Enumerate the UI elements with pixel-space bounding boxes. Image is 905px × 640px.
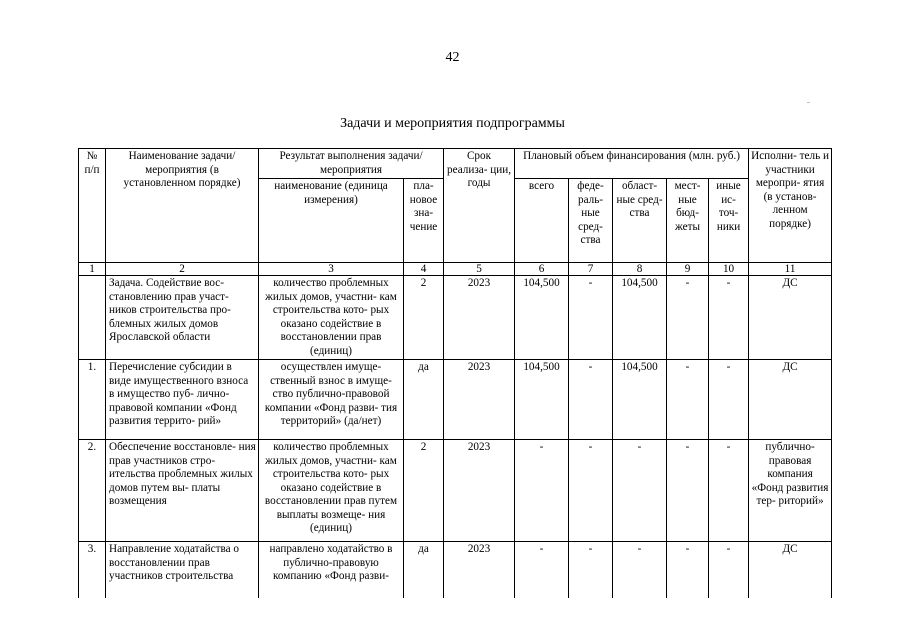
header-task-name: Наименование задачи/мероприятия (в установленном порядке) (106, 149, 259, 263)
row-funding-federal: - (569, 360, 613, 440)
table-row (79, 360, 832, 440)
row-executor: ДС (749, 360, 832, 440)
table-row (79, 276, 832, 360)
row-funding-total: 104,500 (515, 360, 569, 440)
row-funding-regional: 104,500 (613, 276, 667, 360)
row-task-name: Обеспечение восстановле- ния прав участников стро- ительства проблемных жилых домов путем вы- платы возмещения (106, 440, 259, 542)
column-number: 7 (569, 263, 613, 276)
row-year: 2023 (444, 542, 515, 622)
column-number: 5 (444, 263, 515, 276)
header-funding-federal: феде- раль- ные сред- ства (569, 179, 613, 263)
table-row (79, 440, 832, 542)
row-funding-other: - (709, 360, 749, 440)
column-number: 10 (709, 263, 749, 276)
row-executor: ДС (749, 542, 832, 622)
row-planned-value: да (404, 360, 444, 440)
row-year: 2023 (444, 276, 515, 360)
row-planned-value: 2 (404, 440, 444, 542)
subprogram-table (78, 148, 832, 622)
row-funding-federal: - (569, 276, 613, 360)
row-funding-other: - (709, 276, 749, 360)
row-executor: ДС (749, 276, 832, 360)
row-result-name: осуществлен имуще- ственный взнос в имуще- ство публично-правовой компании «Фонд разви- тия территорий» (да/нет) (259, 360, 404, 440)
row-funding-other: - (709, 440, 749, 542)
row-task-name: Направление ходатайства о восстановлении прав участников строительства (106, 542, 259, 622)
row-funding-regional: 104,500 (613, 360, 667, 440)
row-funding-federal: - (569, 542, 613, 622)
row-funding-regional: - (613, 440, 667, 542)
row-funding-total: 104,500 (515, 276, 569, 360)
column-number: 1 (79, 263, 106, 276)
header-executor: Исполни- тель и участники меропри- ятия (в установ- ленном порядке) (749, 149, 832, 263)
row-funding-total: - (515, 542, 569, 622)
header-funding-other: иные ис- точ- ники (709, 179, 749, 263)
row-funding-local: - (667, 276, 709, 360)
row-planned-value: да (404, 542, 444, 622)
row-result-name: направлено ходатайство в публично-правовую компанию «Фонд разви- (259, 542, 404, 622)
row-number (79, 276, 106, 360)
header-result-value: пла- новое зна- чение (404, 179, 444, 263)
row-number: 1. (79, 360, 106, 440)
header-number: № п/п (79, 149, 106, 263)
row-result-name: количество проблемных жилых домов, участни- кам строительства кото- рых оказано содействие в восстановлении прав (единиц) (259, 276, 404, 360)
header-term: Срок реализа- ции, годы (444, 149, 515, 263)
column-number: 3 (259, 263, 404, 276)
header-result-name: наименование (единица измерения) (259, 179, 404, 263)
scan-speck (807, 102, 810, 103)
row-number: 3. (79, 542, 106, 622)
row-funding-local: - (667, 440, 709, 542)
header-funding-local: мест- ные бюд- жеты (667, 179, 709, 263)
column-number: 11 (749, 263, 832, 276)
header-result: Результат выполнения задачи/мероприятия (259, 149, 444, 179)
column-number: 8 (613, 263, 667, 276)
row-funding-regional: - (613, 542, 667, 622)
row-result-name: количество проблемных жилых домов, участни- кам строительства кото- рых оказано содействие в восстановлении прав путем выплаты возмеще- ния (единиц) (259, 440, 404, 542)
row-task-name: Задача. Содействие вос- становлению прав участ- ников строительства про- блемных жилых домов Ярославской области (106, 276, 259, 360)
row-year: 2023 (444, 360, 515, 440)
page-number: 42 (445, 50, 460, 65)
row-task-name: Перечисление субсидии в виде имущественного взноса в имущество пуб- лично-правовой компании «Фонд развития террито- рий» (106, 360, 259, 440)
column-number: 6 (515, 263, 569, 276)
row-funding-total: - (515, 440, 569, 542)
column-number: 2 (106, 263, 259, 276)
column-number: 4 (404, 263, 444, 276)
row-planned-value: 2 (404, 276, 444, 360)
row-funding-other: - (709, 542, 749, 622)
document-title: Задачи и мероприятия подпрограммы (340, 116, 565, 131)
row-year: 2023 (444, 440, 515, 542)
header-funding: Плановый объем финансирования (млн. руб.) (515, 149, 749, 179)
header-funding-regional: област- ные сред- ства (613, 179, 667, 263)
column-number: 9 (667, 263, 709, 276)
row-funding-local: - (667, 360, 709, 440)
row-executor: публично- правовая компания «Фонд развития тер- риторий» (749, 440, 832, 542)
row-funding-federal: - (569, 440, 613, 542)
column-number-row (79, 263, 832, 276)
header-funding-total: всего (515, 179, 569, 263)
row-funding-local: - (667, 542, 709, 622)
row-number: 2. (79, 440, 106, 542)
page-bottom-margin (0, 598, 905, 640)
